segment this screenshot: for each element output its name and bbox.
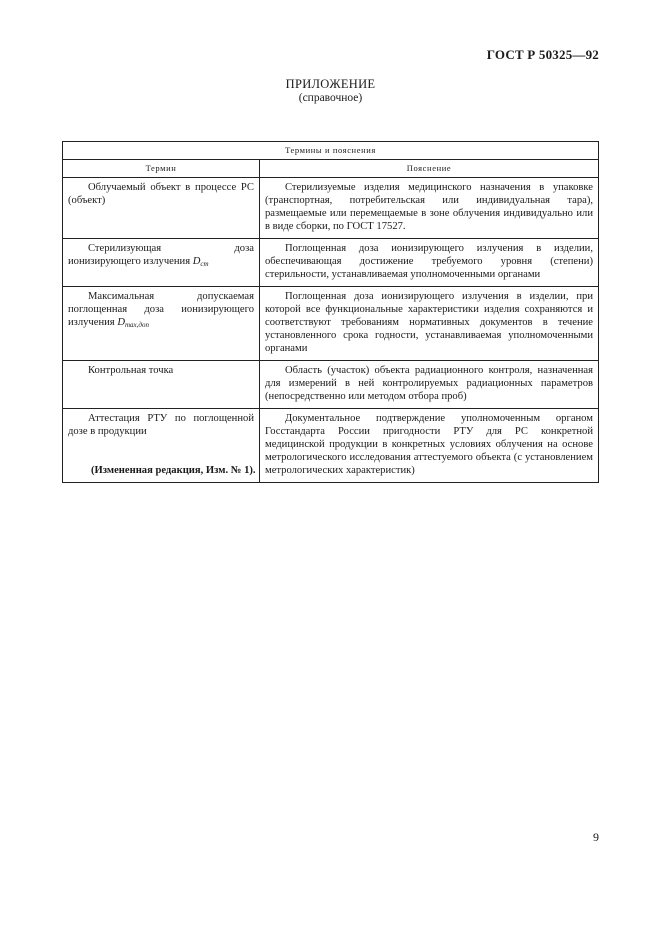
page-number: 9	[593, 830, 599, 844]
term-symbol: D	[117, 317, 125, 328]
amendment-note: (Измененная редакция, Изм. № 1).	[91, 465, 256, 476]
term-text: Стерилизующая доза ионизирующего излучения	[68, 243, 254, 267]
explanation-cell: Поглощенная доза ионизирующего излучения в изделии, обеспечивающая достижение требуемого уровня (степени) стерильности, устанавливаемая уполномоченными органами	[260, 239, 599, 287]
column-header-explanation: Пояснение	[260, 160, 599, 178]
term-cell	[63, 287, 260, 361]
table-row	[63, 178, 599, 239]
explanation-cell: Область (участок) объекта радиационного контроля, назначенная для измерений в ней контролируемых радиационных параметров (непосредственно или методом отбора проб)	[260, 361, 599, 409]
table-caption-row	[63, 142, 599, 160]
explanation-cell: Стерилизуемые изделия медицинского назначения в упаковке (транспортная, потребительская или индивидуальная тара), размещаемые или перемещаемые в зоне облучения индивидуально или в виде сборки, по ГОСТ 17527.	[260, 178, 599, 239]
appendix-title: ПРИЛОЖЕНИЕ	[285, 77, 376, 91]
table-header-row	[63, 160, 599, 178]
explanation-cell: Поглощенная доза ионизирующего излучения в изделии, при которой все функциональные характеристики изделия сохраняются и соответствуют требованиям нормативных документов в течение установленного срока годности, устанавливаемая уполномоченными органами	[260, 287, 599, 361]
table-caption: Термины и пояснения	[63, 142, 599, 160]
table-row	[63, 287, 599, 361]
term-cell	[63, 361, 260, 409]
appendix-subtitle: (справочное)	[298, 92, 363, 104]
term-symbol: D	[192, 256, 201, 267]
term-cell	[63, 239, 260, 287]
term-cell	[63, 178, 260, 239]
term-symbol-subscript: ст	[200, 260, 209, 268]
term-text: Аттестация РТУ по поглощенной дозе в продукции	[68, 413, 254, 437]
terms-table	[62, 141, 599, 483]
term-symbol-subscript: max,доп	[125, 321, 149, 329]
table-row	[63, 239, 599, 287]
column-header-term: Термин	[63, 160, 260, 178]
term-text: Максимальная допускаемая поглощенная доза ионизирующего излучения	[68, 291, 254, 328]
term-text: Контрольная точка	[88, 365, 174, 376]
document-code: ГОСТ Р 50325—92	[486, 47, 599, 62]
term-text: Облучаемый объект в процессе РС (объект)	[68, 182, 254, 206]
table-row	[63, 361, 599, 409]
explanation-cell: Документальное подтверждение уполномоченным органом Госстандарта России пригодности РТУ для РС конкретной медицинской продукции в конкретных условиях облучения на основе метрологического исследования аттестуемого объекта (с установлением метрологических характеристик)	[260, 409, 599, 483]
